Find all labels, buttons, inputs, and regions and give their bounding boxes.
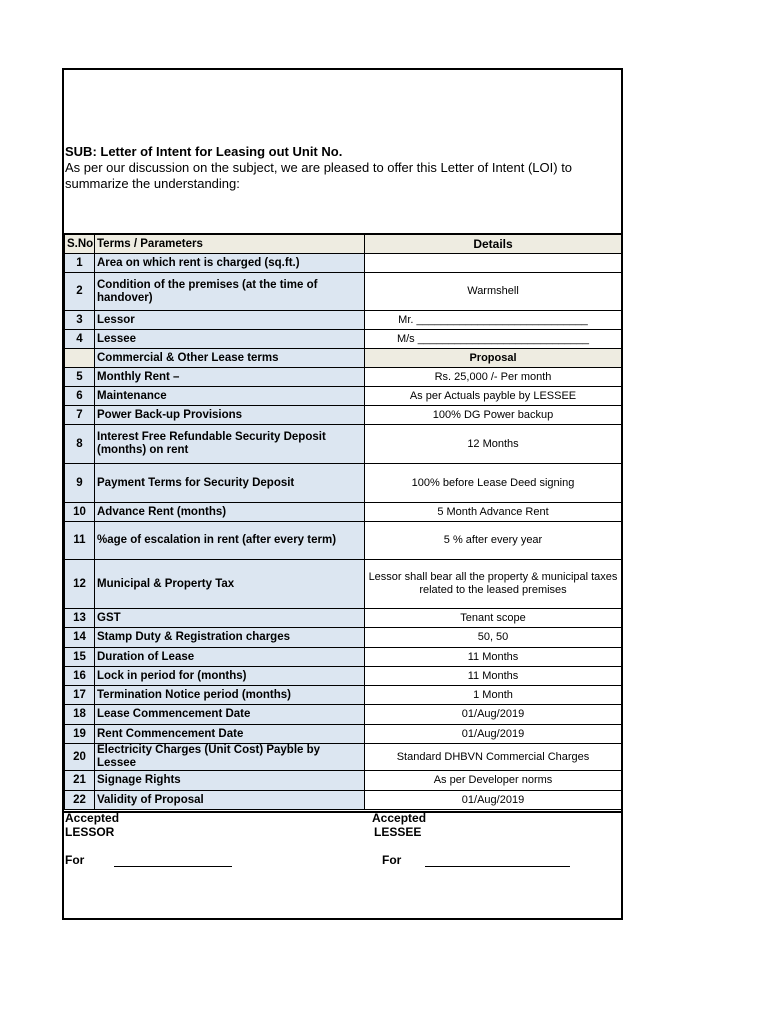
row-detail: 11 Months — [365, 667, 622, 686]
section-terms-label: Commercial & Other Lease terms — [95, 349, 365, 368]
row-term: Signage Rights — [95, 771, 365, 791]
row-sno: 12 — [65, 560, 95, 609]
row-sno: 5 — [65, 368, 95, 387]
row-term: Monthly Rent – — [95, 368, 365, 387]
table-row — [65, 464, 622, 503]
section-details-label: Proposal — [365, 349, 622, 368]
table-header-row — [65, 235, 622, 254]
lessee-signature-block — [372, 811, 612, 867]
header-sno: S.No — [65, 235, 95, 254]
table-row — [65, 522, 622, 560]
lessee-for-line — [382, 853, 570, 867]
row-sno: 10 — [65, 503, 95, 522]
row-detail: Mr. ____________________________ — [365, 311, 622, 330]
row-term: Validity of Proposal — [95, 791, 365, 810]
row-sno: 2 — [65, 273, 95, 311]
row-term: Lessor — [95, 311, 365, 330]
row-detail: As per Developer norms — [365, 771, 622, 791]
table-row — [65, 503, 622, 522]
row-term: Municipal & Property Tax — [95, 560, 365, 609]
row-detail — [365, 254, 622, 273]
row-term: Lessee — [95, 330, 365, 349]
row-detail: Standard DHBVN Commercial Charges — [365, 744, 622, 771]
table-row — [65, 368, 622, 387]
lessee-signature-blank — [425, 866, 570, 867]
row-detail: 11 Months — [365, 648, 622, 667]
row-sno: 8 — [65, 425, 95, 464]
row-term: Duration of Lease — [95, 648, 365, 667]
table-row — [65, 273, 622, 311]
lessor-for-label: For — [65, 853, 85, 867]
lessor-for-line — [65, 853, 232, 867]
row-detail: Rs. 25,000 /- Per month — [365, 368, 622, 387]
table-row — [65, 609, 622, 628]
row-sno: 15 — [65, 648, 95, 667]
row-detail: 1 Month — [365, 686, 622, 705]
table-row — [65, 406, 622, 425]
header-details: Details — [365, 235, 622, 254]
row-term: Lease Commencement Date — [95, 705, 365, 725]
row-term: Maintenance — [95, 387, 365, 406]
row-term: Lock in period for (months) — [95, 667, 365, 686]
row-sno: 18 — [65, 705, 95, 725]
table-row — [65, 330, 622, 349]
row-sno: 3 — [65, 311, 95, 330]
row-sno: 9 — [65, 464, 95, 503]
subject-line: SUB: Letter of Intent for Leasing out Unit No. — [65, 144, 343, 159]
row-term: Condition of the premises (at the time of handover) — [95, 273, 365, 311]
row-sno: 1 — [65, 254, 95, 273]
lessor-signature-block — [65, 811, 335, 867]
table-row — [65, 387, 622, 406]
lessee-for-label: For — [382, 853, 402, 867]
table-row — [65, 725, 622, 744]
row-sno: 20 — [65, 744, 95, 771]
terms-table — [64, 234, 622, 810]
row-detail: 01/Aug/2019 — [365, 725, 622, 744]
table-row — [65, 744, 622, 771]
row-sno: 4 — [65, 330, 95, 349]
table-row — [65, 771, 622, 791]
lessee-accepted-label: Accepted — [372, 811, 427, 825]
row-sno: 16 — [65, 667, 95, 686]
table-row — [65, 667, 622, 686]
row-term: Interest Free Refundable Security Deposit (months) on rent — [95, 425, 365, 464]
row-term: Stamp Duty & Registration charges — [95, 628, 365, 648]
row-term: Advance Rent (months) — [95, 503, 365, 522]
loi-document — [62, 68, 623, 920]
table-row — [65, 560, 622, 609]
row-sno: 14 — [65, 628, 95, 648]
row-detail: 5 % after every year — [365, 522, 622, 560]
row-detail: M/s ____________________________ — [365, 330, 622, 349]
section-header-row — [65, 349, 622, 368]
row-sno: 6 — [65, 387, 95, 406]
row-sno: 21 — [65, 771, 95, 791]
row-term: Rent Commencement Date — [95, 725, 365, 744]
row-sno: 17 — [65, 686, 95, 705]
table-row — [65, 686, 622, 705]
header-terms: Terms / Parameters — [95, 235, 365, 254]
row-sno: 22 — [65, 791, 95, 810]
row-term: GST — [95, 609, 365, 628]
lessor-signature-blank — [114, 866, 232, 867]
row-detail: 01/Aug/2019 — [365, 791, 622, 810]
lessor-party-label: LESSOR — [65, 825, 115, 839]
row-detail: 50, 50 — [365, 628, 622, 648]
row-detail: 100% DG Power backup — [365, 406, 622, 425]
table-row — [65, 705, 622, 725]
table-row — [65, 311, 622, 330]
intro-block — [65, 144, 621, 192]
row-sno: 13 — [65, 609, 95, 628]
row-detail: 100% before Lease Deed signing — [365, 464, 622, 503]
row-detail: Warmshell — [365, 273, 622, 311]
row-term: Payment Terms for Security Deposit — [95, 464, 365, 503]
row-term: Electricity Charges (Unit Cost) Payble by Lessee — [95, 744, 365, 771]
row-sno: 7 — [65, 406, 95, 425]
row-sno: 19 — [65, 725, 95, 744]
table-row — [65, 648, 622, 667]
row-detail: Tenant scope — [365, 609, 622, 628]
intro-text: As per our discussion on the subject, we are pleased to offer this Letter of Intent (LOI) to summarize the understanding: — [65, 160, 573, 191]
row-detail: 12 Months — [365, 425, 622, 464]
row-detail: 5 Month Advance Rent — [365, 503, 622, 522]
lessor-accepted-label: Accepted — [65, 811, 120, 825]
row-term: Termination Notice period (months) — [95, 686, 365, 705]
row-term: Power Back-up Provisions — [95, 406, 365, 425]
table-row — [65, 791, 622, 810]
table-row — [65, 628, 622, 648]
row-term: %age of escalation in rent (after every term) — [95, 522, 365, 560]
row-sno: 11 — [65, 522, 95, 560]
row-term: Area on which rent is charged (sq.ft.) — [95, 254, 365, 273]
lessee-party-label: LESSEE — [374, 825, 422, 839]
table-row — [65, 425, 622, 464]
section-sno-empty — [65, 349, 95, 368]
row-detail: 01/Aug/2019 — [365, 705, 622, 725]
row-detail: Lessor shall bear all the property & municipal taxes related to the leased premises — [365, 560, 622, 609]
table-row — [65, 254, 622, 273]
row-detail: As per Actuals payble by LESSEE — [365, 387, 622, 406]
